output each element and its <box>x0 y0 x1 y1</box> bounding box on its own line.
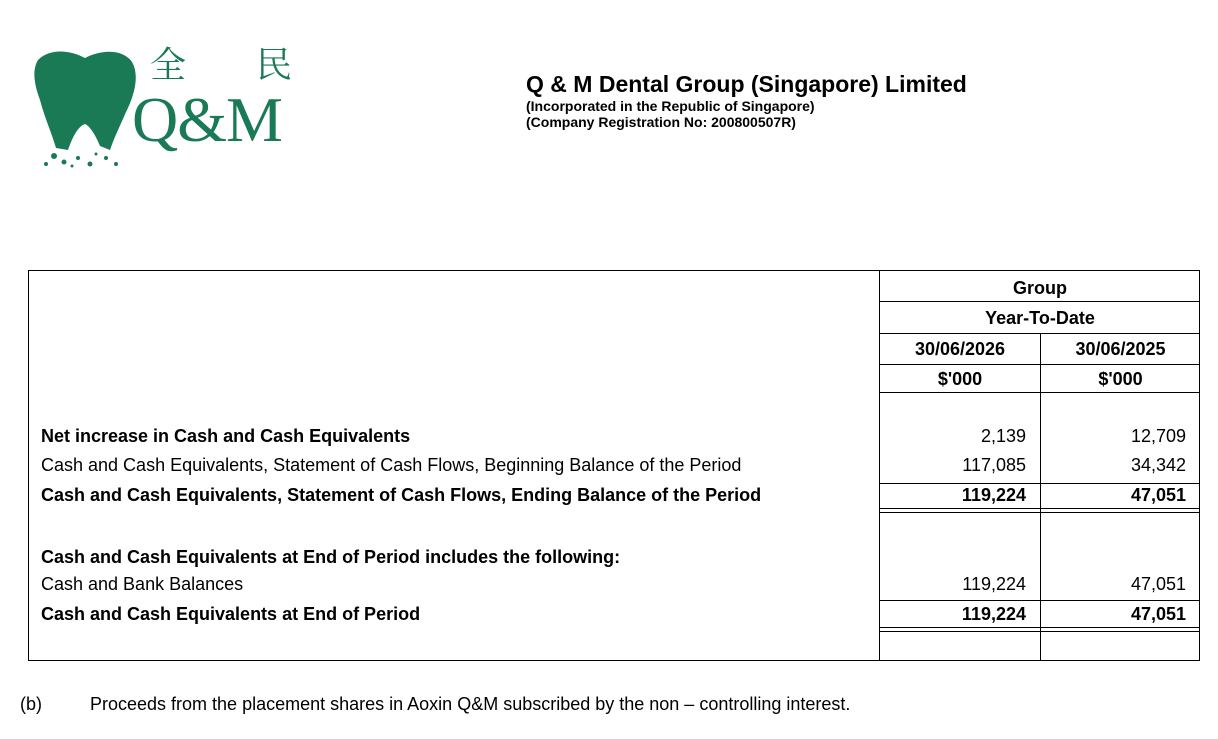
row-value-ending-2025: 47,051 <box>1130 485 1186 505</box>
rule-below-ending-2 <box>879 512 1200 513</box>
period-header: Year-To-Date <box>985 308 1095 328</box>
row-label-beginning-balance: Cash and Cash Equivalents, Statement of Cash Flows, Beginning Balance of the Period <box>41 455 742 475</box>
row-value-cash-bank-2025: 47,051 <box>1130 574 1186 594</box>
registration-number: (Company Registration No: 200800507R) <box>526 114 796 130</box>
rule-under-dates <box>879 364 1200 365</box>
group-header: Group <box>1013 278 1067 298</box>
row-value-ending-2026: 119,224 <box>961 485 1026 505</box>
row-label-end-period: Cash and Cash Equivalents at End of Period <box>41 604 421 624</box>
rule-above-end-total <box>879 600 1200 601</box>
row-value-cash-bank-2026: 119,224 <box>962 574 1026 594</box>
footnote-marker: (b) <box>20 694 42 714</box>
row-value-beginning-2026: 117,085 <box>962 455 1026 475</box>
row-value-end-period-2026: 119,224 <box>961 604 1026 624</box>
rule-below-end-total-2 <box>879 631 1200 632</box>
row-value-beginning-2025: 34,342 <box>1130 455 1186 475</box>
logo-cjk-2: 民 <box>256 45 293 86</box>
footnote-text: Proceeds from the placement shares in Aoxin Q&M subscribed by the non – controlling interest. <box>90 694 851 714</box>
logo-wordmark: Q&M <box>132 84 282 155</box>
row-label-ending-balance: Cash and Cash Equivalents, Statement of Cash Flows, Ending Balance of the Period <box>41 485 762 505</box>
logo-chinese-text <box>150 45 293 86</box>
row-label-cash-bank: Cash and Bank Balances <box>41 574 244 594</box>
column-date-2: 30/06/2025 <box>1075 339 1166 359</box>
row-label-includes-following: Cash and Cash Equivalents at End of Period includes the following: <box>41 547 621 567</box>
company-name: Q & M Dental Group (Singapore) Limited <box>526 71 967 97</box>
row-label-net-increase: Net increase in Cash and Cash Equivalents <box>41 426 411 446</box>
row-value-net-increase-2025: 12,709 <box>1130 426 1186 446</box>
column-unit-2: $'000 <box>1098 369 1143 389</box>
incorporation-note: (Incorporated in the Republic of Singapore) <box>526 98 815 114</box>
rule-under-units <box>879 392 1200 393</box>
rule-below-ending-1 <box>879 508 1200 509</box>
row-value-end-period-2025: 47,051 <box>1130 604 1186 624</box>
company-header <box>526 70 967 130</box>
rule-under-group <box>879 301 1200 302</box>
rule-under-period <box>879 333 1200 334</box>
column-date-1: 30/06/2026 <box>914 339 1006 359</box>
logo-cjk-1: 全 <box>150 45 187 86</box>
row-value-net-increase-2026: 2,139 <box>980 426 1026 446</box>
column-unit-1: $'000 <box>937 369 983 389</box>
rule-below-end-total-1 <box>879 627 1200 628</box>
tooth-logo-icon <box>30 46 140 171</box>
